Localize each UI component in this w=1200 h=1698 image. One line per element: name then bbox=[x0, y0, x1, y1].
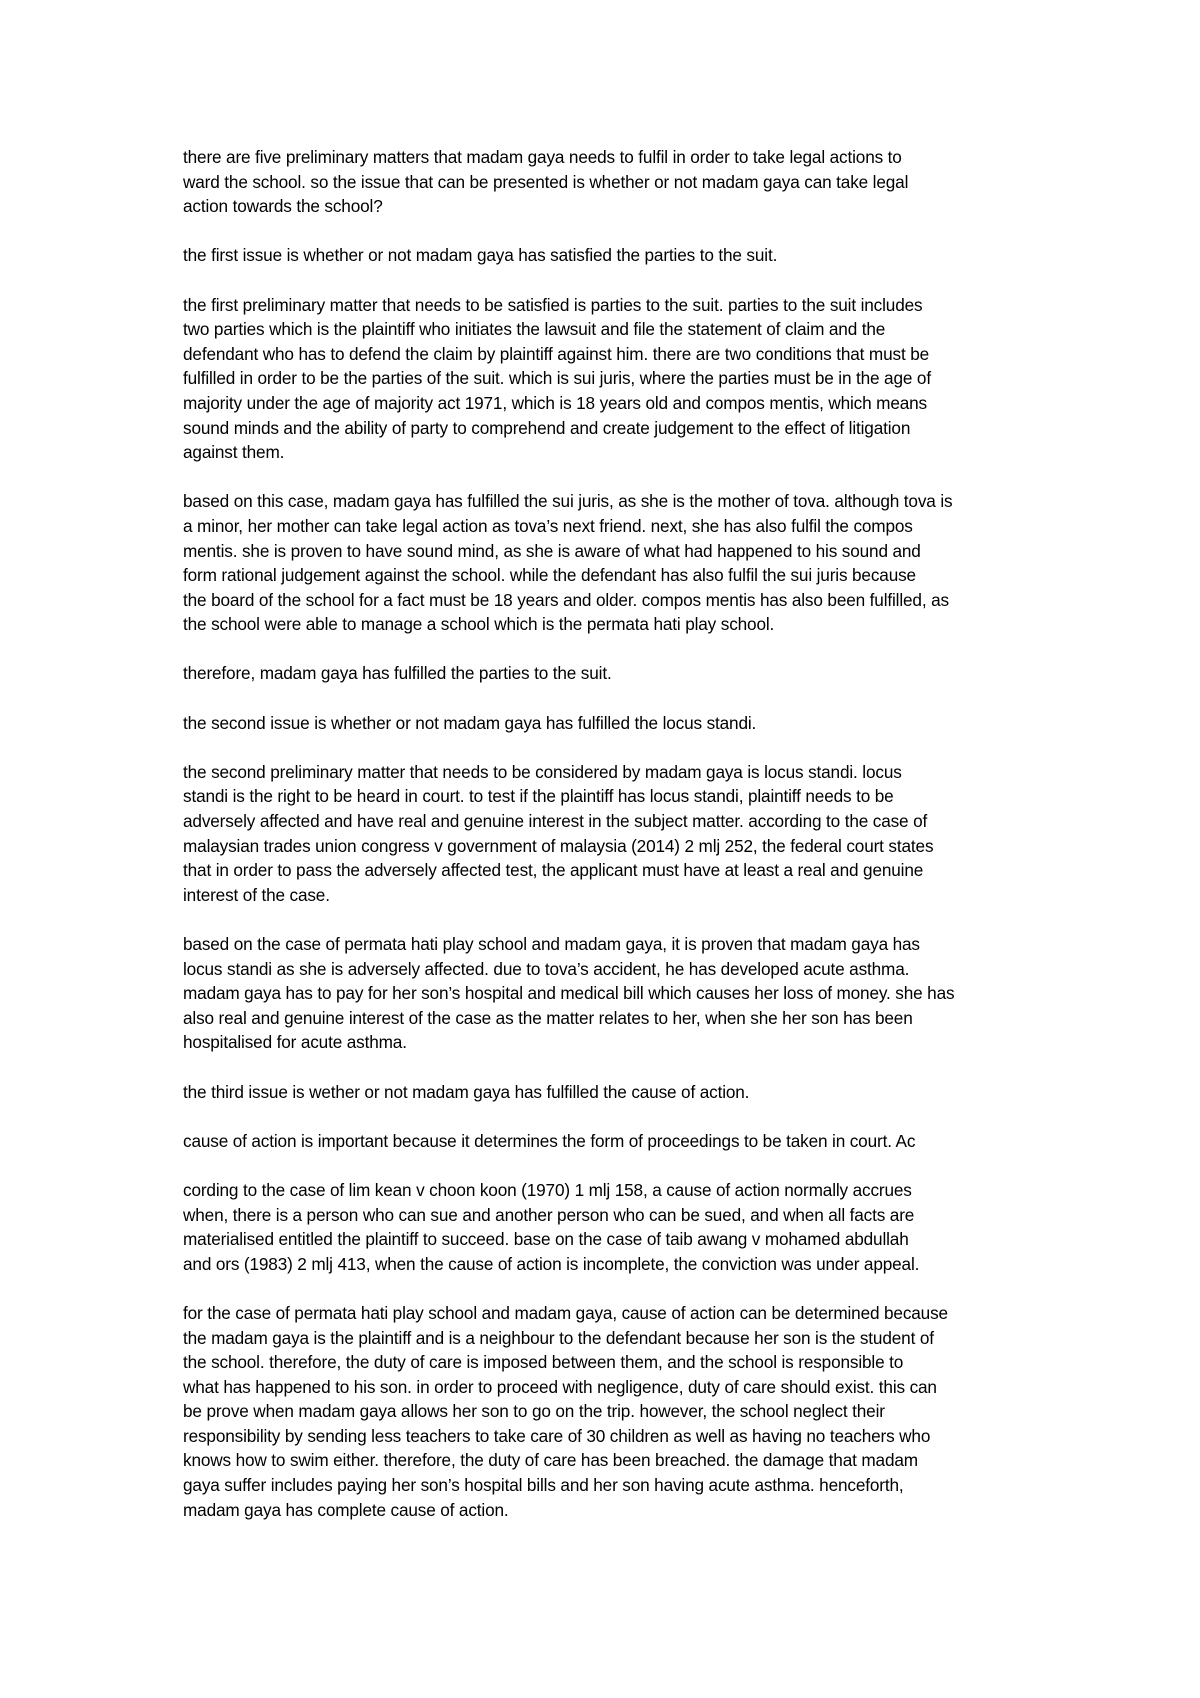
text-line: madam gaya has to pay for her son’s hospital and medical bill which causes her loss of money. she has bbox=[183, 983, 955, 1004]
text-line: a minor, her mother can take legal action as tova’s next friend. next, she has also fulfil the compos bbox=[183, 515, 913, 536]
paragraph-third-issue bbox=[183, 1080, 1033, 1105]
text-line: and ors (1983) 2 mlj 413, when the cause of action is incomplete, the conviction was under appeal. bbox=[183, 1253, 920, 1274]
text-line: sound minds and the ability of party to comprehend and create judgement to the effect of litigation bbox=[183, 417, 911, 438]
paragraph-parties-to-suit bbox=[183, 293, 1033, 465]
text-line: the madam gaya is the plaintiff and is a neighbour to the defendant because her son is the student of bbox=[183, 1327, 934, 1348]
paragraph-parties-conclusion bbox=[183, 661, 1033, 686]
paragraph-cause-of-action-analysis bbox=[183, 1301, 1033, 1522]
text-line: defendant who has to defend the claim by plaintiff against him. there are two conditions that must be bbox=[183, 343, 930, 364]
text-line: based on this case, madam gaya has fulfilled the sui juris, as she is the mother of tova. although tova is bbox=[183, 491, 953, 512]
text-line: therefore, madam gaya has fulfilled the parties to the suit. bbox=[183, 663, 612, 684]
text-line: the school. therefore, the duty of care is imposed between them, and the school is responsible to bbox=[183, 1352, 904, 1373]
text-line: standi is the right to be heard in court. to test if the plaintiff has locus standi, plaintiff needs to be bbox=[183, 786, 894, 807]
text-line: that in order to pass the adversely affected test, the applicant must have at least a real and genuine bbox=[183, 860, 924, 881]
document-body bbox=[183, 145, 1033, 1547]
text-line: materialised entitled the plaintiff to succeed. base on the case of taib awang v mohamed abdullah bbox=[183, 1229, 909, 1250]
text-line: majority under the age of majority act 1971, which is 18 years old and compos mentis, which means bbox=[183, 392, 927, 413]
paragraph-sui-juris-analysis bbox=[183, 489, 1033, 637]
paragraph-locus-standi bbox=[183, 760, 1033, 908]
text-line: ward the school. so the issue that can be presented is whether or not madam gaya can take legal bbox=[183, 171, 909, 192]
text-line: form rational judgement against the school. while the defendant has also fulfil the sui juris because bbox=[183, 565, 916, 586]
text-line: cause of action is important because it determines the form of proceedings to be taken in court. Ac bbox=[183, 1130, 916, 1151]
text-line: the board of the school for a fact must be 18 years and older. compos mentis has also been fulfilled, as bbox=[183, 589, 949, 610]
text-line: two parties which is the plaintiff who initiates the lawsuit and file the statement of claim and the bbox=[183, 319, 886, 340]
text-line: the first issue is whether or not madam gaya has satisfied the parties to the suit. bbox=[183, 245, 778, 266]
text-line: fulfilled in order to be the parties of the suit. which is sui juris, where the parties must be in the age of bbox=[183, 368, 931, 389]
text-line: action towards the school? bbox=[183, 196, 383, 217]
text-line: the second issue is whether or not madam gaya has fulfilled the locus standi. bbox=[183, 712, 757, 733]
text-line: there are five preliminary matters that madam gaya needs to fulfil in order to take legal actions to bbox=[183, 147, 902, 167]
text-line: gaya suffer includes paying her son’s hospital bills and her son having acute asthma. henceforth, bbox=[183, 1475, 904, 1496]
text-line: interest of the case. bbox=[183, 884, 330, 905]
paragraph-first-issue bbox=[183, 243, 1033, 268]
paragraph-cause-of-action-intro bbox=[183, 1129, 1033, 1154]
text-line: also real and genuine interest of the case as the matter relates to her, when she her son has been bbox=[183, 1007, 913, 1028]
paragraph-preliminary-matters bbox=[183, 145, 1033, 219]
text-line: the first preliminary matter that needs to be satisfied is parties to the suit. parties to the suit includes bbox=[183, 294, 923, 315]
text-line: what has happened to his son. in order to proceed with negligence, duty of care should exist. this can bbox=[183, 1376, 937, 1397]
text-line: madam gaya has complete cause of action. bbox=[183, 1499, 509, 1520]
paragraph-locus-standi-analysis bbox=[183, 932, 1033, 1055]
paragraph-second-issue bbox=[183, 711, 1033, 736]
text-line: the school were able to manage a school which is the permata hati play school. bbox=[183, 614, 775, 635]
text-line: against them. bbox=[183, 442, 285, 463]
text-line: responsibility by sending less teachers to take care of 30 children as well as having no teachers who bbox=[183, 1425, 931, 1446]
text-line: hospitalised for acute asthma. bbox=[183, 1032, 407, 1053]
text-line: the second preliminary matter that needs to be considered by madam gaya is locus standi. locus bbox=[183, 761, 902, 782]
text-line: the third issue is wether or not madam gaya has fulfilled the cause of action. bbox=[183, 1081, 750, 1102]
paragraph-cause-of-action-cases bbox=[183, 1178, 1033, 1276]
text-line: cording to the case of lim kean v choon koon (1970) 1 mlj 158, a cause of action normally accrues bbox=[183, 1179, 912, 1200]
text-line: when, there is a person who can sue and another person who can be sued, and when all facts are bbox=[183, 1204, 915, 1225]
text-line: mentis. she is proven to have sound mind, as she is aware of what had happened to his sound and bbox=[183, 540, 921, 561]
text-line: locus standi as she is adversely affected. due to tova’s accident, he has developed acute asthma. bbox=[183, 958, 910, 979]
text-line: adversely affected and have real and genuine interest in the subject matter. according to the case of bbox=[183, 811, 928, 832]
text-line: be prove when madam gaya allows her son to go on the trip. however, the school neglect their bbox=[183, 1401, 885, 1422]
text-line: malaysian trades union congress v government of malaysia (2014) 2 mlj 252, the federal court states bbox=[183, 835, 934, 856]
text-line: knows how to swim either. therefore, the duty of care has been breached. the damage that madam bbox=[183, 1450, 918, 1471]
text-line: based on the case of permata hati play school and madam gaya, it is proven that madam gaya has bbox=[183, 934, 920, 954]
text-line: for the case of permata hati play school and madam gaya, cause of action can be determined because bbox=[183, 1302, 948, 1323]
